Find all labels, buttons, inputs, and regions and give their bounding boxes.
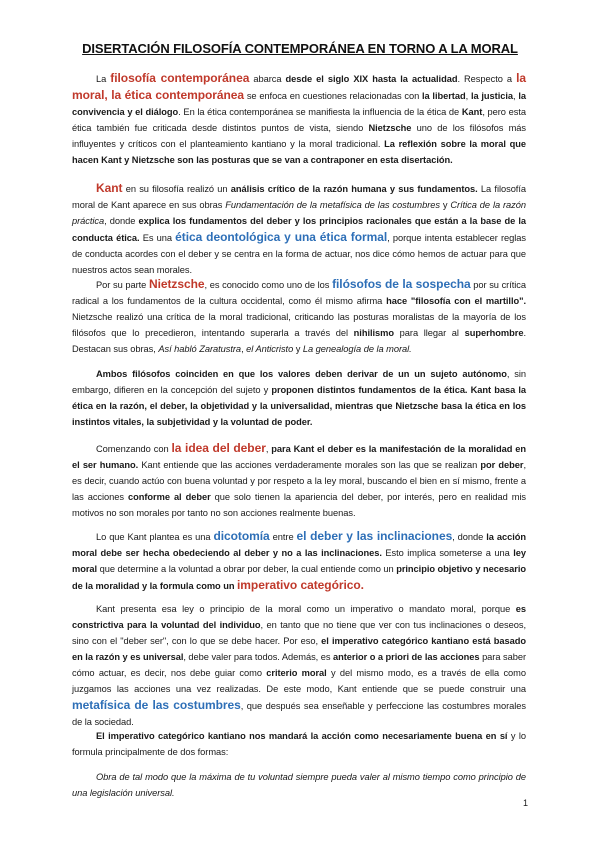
bold-text: la convivencia y el diálogo [72,91,526,117]
paragraph-ambos [72,366,526,430]
bold-text: Kant [461,107,483,117]
paragraph-deber [72,440,526,521]
text: , que después sea enseñable y perfeccione las costumbres morales de la sociedad. [72,701,526,727]
highlight-term: metafísica de las costumbres [72,698,241,712]
highlight-term: imperativo categórico. [237,578,364,592]
italic-text: Así habló Zaratustra [158,344,242,354]
highlight-term: dicotomía [213,529,270,543]
page-number: 1 [522,798,528,808]
text: . Destacan sus obras, [72,328,526,354]
text: , es conocido como uno de los [204,280,333,290]
highlight-term: filósofos de la sospecha [332,277,471,291]
text: entre [269,532,297,542]
text: se enfoca en cuestiones relacionadas con [244,91,422,101]
text: , porque intenta establecer reglas de conducta acordes con el deber y se centra en la forma de actuar, nos dice cómo hemos de actuar para que nuestros actos sean morales. [72,233,526,275]
text: para llegar al [394,328,465,338]
text: Nietzsche realizó una crítica de la moral tradicional, criticando las posturas moralistas de la mayoría de los filósofos que lo precedieron, intentando superarla a través del [72,312,526,338]
bold-text: explica los fundamentos del deber y los principios racionales que están a la base de la conducta ética. [72,216,526,243]
italic-text: La genealogía de la moral. [302,344,412,354]
text: Lo que Kant plantea es una [96,532,214,542]
bold-text: La reflexión sobre la moral que hacen Kant y Nietzsche son las posturas que se van a contraponer en esta disertación. [72,139,526,165]
text: , [241,344,247,354]
text: para saber cómo actuar, es decir, nos debe guiar como [72,652,527,678]
text: . Respecto a [457,74,517,84]
text: Esto implica someterse a una [381,548,514,558]
bold-text: principio objetivo y necesario de la moralidad y la formula como un [72,564,526,591]
bold-text: la acción moral debe ser hecha obedeciendo al deber y no a las inclinaciones. [72,532,526,558]
text: por su crítica radical a los fundamentos de la cultura occidental, como él mismo afirma [72,280,527,306]
text: , debe valer para todos. Además, es [183,652,333,662]
text: La [96,74,111,84]
text: Es una [139,233,176,243]
text: uno de los filósofos más influyentes y críticos con el planteamiento kantiano y la moral tradicional. [72,123,526,149]
bold-text: ley moral [72,548,526,574]
paragraph-nietzsche [72,276,526,357]
bold-text: para Kant el deber es la manifestación de la moralidad en el ser humano. [72,444,526,470]
text: . En la ética contemporánea se manifiesta la influencia de la ética de [178,107,462,117]
text: , en tanto que no tiene que ver con tus inclinaciones o deseos, sino con el "deber ser", con lo que se debe hacer. Por eso, [72,620,526,646]
text: y lo formula principalmente de dos formas: [72,731,526,757]
highlight-term: el deber y las inclinaciones [296,529,453,543]
text: Comenzando con [96,444,172,454]
paragraph-dicotomia [72,528,526,594]
text: La filosofía moral de Kant aparece en sus obras [72,184,526,210]
italic-text: Crítica de la razón práctica [72,200,526,226]
bold-text: El imperativo categórico kantiano nos mandará la acción como necesariamente buena en sí [96,731,508,741]
paragraph-formulas [72,728,526,760]
text: y [293,344,303,354]
bold-text: Ambos filósofos coinciden en que los valores deben derivar de un un sujeto autónomo [96,369,507,379]
text: , donde [104,216,139,226]
paragraph-kant [72,180,526,278]
text: que solo tienen la apariencia del deber, por interés, pero en realidad mis motivos no son morales por tanto no son acciones realmente buenas. [72,492,527,518]
text: , sin embargo, difieren en la concepción del sujeto y [72,369,526,395]
text: , [265,444,272,454]
text: Por su parte [96,280,149,290]
text: en su filosofía realizó un [122,184,231,194]
bold-text: Nietzsche [368,123,412,133]
bold-text: proponen distintos fundamentos de la ética. Kant basa la ética en la razón, el deber, la objetividad y la universalidad, mientras que Nietzsche basa la ética en los instintos vitales, la subjetividad y la voluntad de poder. [72,385,526,427]
bold-text: el imperativo categórico kantiano está basado en la razón y es universal [72,636,526,662]
highlight-term: filosofía contemporánea [110,71,250,85]
text: , donde [452,532,487,542]
bold-text: la justicia [470,91,514,101]
text: abarca [249,74,286,84]
highlight-term: la idea del deber [171,441,266,455]
bold-text: nihilismo [353,328,395,338]
bold-text: anterior o a priori de las acciones [332,652,480,662]
bold-text: conforme al deber [128,492,211,502]
bold-text: superhombre [464,328,524,338]
text: , es decir, cuando actúo con buena voluntad y por respeto a la ley moral, buscando el bien en sí mismo, frente a las acciones [72,460,526,502]
document-title: DISERTACIÓN FILOSOFÍA CONTEMPORÁNEA EN TORNO A LA MORAL [82,41,518,56]
highlight-term: Nietzsche [148,277,205,291]
paragraph-imperativo [72,601,526,730]
italic-text: el Anticristo [246,344,294,354]
text: y [439,200,451,210]
text: y del mismo modo, es a través de ella como juzgamos las acciones una vez realizadas. De este modo, Kant entiende que se puede construir una [72,668,526,694]
bold-text: la libertad [421,91,466,101]
bold-text: hace "filosofía con el martillo". [386,296,526,306]
highlight-term: ética deontológica y una ética formal [175,230,388,244]
bold-text: análisis crítico de la razón humana y sus fundamentos. [230,184,478,194]
bold-text: por deber [480,460,524,470]
paragraph-intro [72,70,526,168]
text: , [513,91,519,101]
italic-text: Fundamentación de la metafísica de las costumbres [225,200,440,210]
bold-text: criterio moral [266,668,327,678]
quote-formula: Obra de tal modo que la máxima de tu voluntad siempre pueda valer al mismo tiempo como principio de una legislación universal. [72,772,526,798]
text: que determine a la voluntad a obrar por deber, la cual entiende como un [97,564,397,574]
highlight-term: Kant [96,181,123,195]
text: Kant presenta esa ley o principio de la moral como un imperativo o mandato moral, porque [96,604,516,614]
text: , pero esta ética también fue criticada desde distintos puntos de vista, siendo [72,107,526,133]
bold-text: desde el siglo XIX hasta la actualidad [285,74,458,84]
bold-text: es constrictiva para la voluntad del individuo [72,604,526,630]
highlight-term: la moral, la ética contemporánea [72,71,526,102]
text: Kant entiende que las acciones verdaderamente morales son las que se realizan [138,460,481,470]
text: , [465,91,471,101]
